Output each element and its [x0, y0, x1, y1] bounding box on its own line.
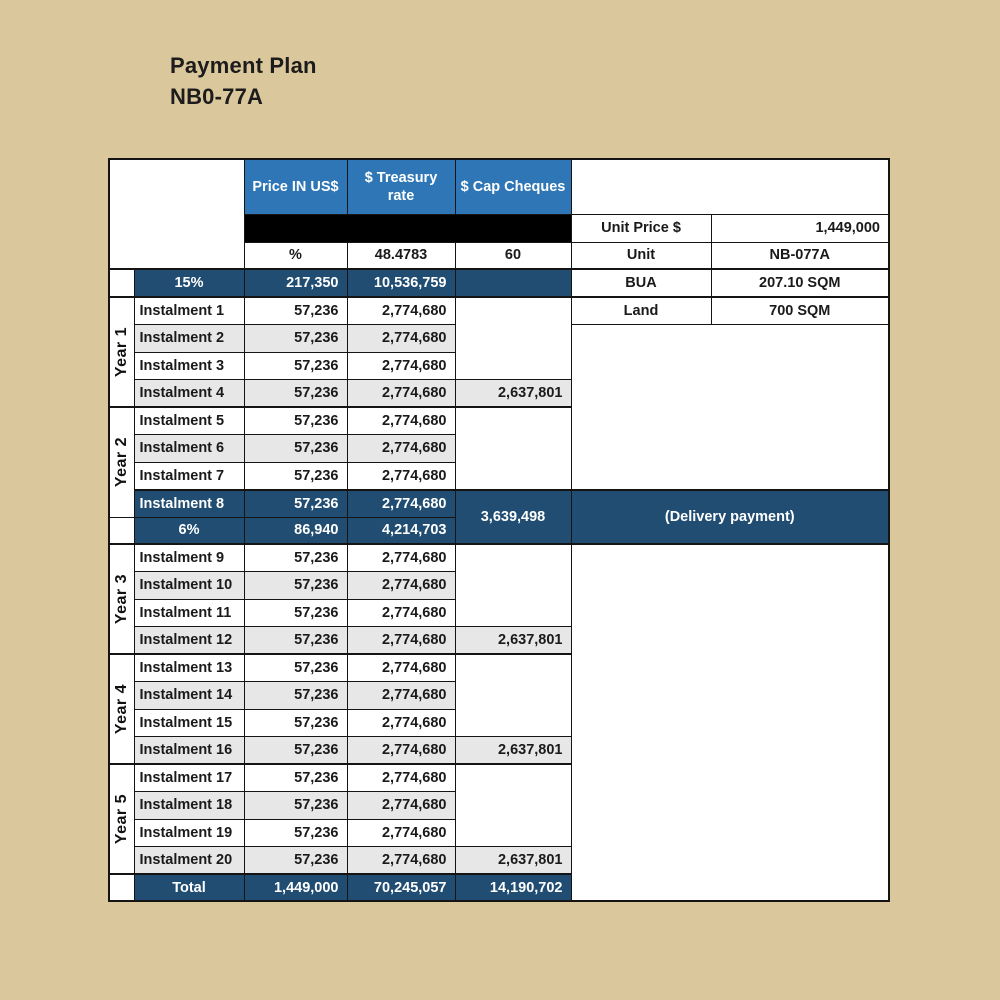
instalment-treasury: 2,774,680: [347, 819, 455, 847]
instalment-row: [109, 544, 889, 572]
instalment-treasury: 2,774,680: [347, 380, 455, 408]
instalment-treasury: 2,774,680: [347, 435, 455, 463]
instalment-price: 57,236: [244, 627, 347, 655]
instalment-price: 57,236: [244, 352, 347, 380]
empty-cell: [109, 517, 134, 544]
year-5-label: Year 5: [109, 764, 134, 874]
payment-plan-table: [108, 158, 890, 902]
delivery-percent-price: 86,940: [244, 517, 347, 544]
instalment-treasury: 2,774,680: [347, 847, 455, 875]
instalment-price: 57,236: [244, 654, 347, 682]
instalment-treasury: 2,774,680: [347, 599, 455, 627]
unit-label: Unit: [571, 242, 711, 269]
instalment-treasury: 2,774,680: [347, 297, 455, 325]
year-2-label: Year 2: [109, 407, 134, 517]
instalment-treasury: 2,774,680: [347, 709, 455, 737]
instalment-treasury: 2,774,680: [347, 764, 455, 792]
instalment-label: Instalment 11: [134, 599, 244, 627]
instalment-price: 57,236: [244, 544, 347, 572]
instalment-row-delivery: [109, 490, 889, 518]
instalment-treasury: 2,774,680: [347, 544, 455, 572]
empty-cell: [455, 407, 571, 490]
total-price: 1,449,000: [244, 874, 347, 901]
instalment-treasury: 2,774,680: [347, 792, 455, 820]
cheque-count-cell: 60: [455, 242, 571, 269]
downpayment-label: 15%: [134, 269, 244, 297]
instalment-price: 57,236: [244, 847, 347, 875]
instalment-label: Instalment 1: [134, 297, 244, 325]
black-bar-cell: [244, 214, 571, 242]
instalment-label: Instalment 2: [134, 325, 244, 353]
instalment-price: 57,236: [244, 792, 347, 820]
cap-cheques-column-header: $ Cap Cheques: [455, 159, 571, 214]
instalment-label: Instalment 5: [134, 407, 244, 435]
instalment-price: 57,236: [244, 599, 347, 627]
page-title-line2: NB0-77A: [170, 84, 264, 109]
bua-label: BUA: [571, 269, 711, 297]
instalment-price: 57,236: [244, 709, 347, 737]
instalment-label: Instalment 10: [134, 572, 244, 600]
instalment-price: 57,236: [244, 462, 347, 490]
total-cap-cheques: 14,190,702: [455, 874, 571, 901]
unit-value: NB-077A: [711, 242, 889, 269]
instalment-label: Instalment 17: [134, 764, 244, 792]
instalment-treasury: 2,774,680: [347, 462, 455, 490]
instalment-treasury: 2,774,680: [347, 352, 455, 380]
unit-price-label: Unit Price $: [571, 214, 711, 242]
treasury-column-header: $ Treasury rate: [347, 159, 455, 214]
delivery-percent-treasury: 4,214,703: [347, 517, 455, 544]
cap-cheque-value: 2,637,801: [455, 737, 571, 765]
instalment-treasury: 2,774,680: [347, 490, 455, 518]
instalment-treasury: 2,774,680: [347, 682, 455, 710]
empty-cell: [109, 874, 134, 901]
instalment-price: 57,236: [244, 435, 347, 463]
empty-cell: [455, 654, 571, 737]
instalment-treasury: 2,774,680: [347, 627, 455, 655]
instalment-price: 57,236: [244, 682, 347, 710]
downpayment-price: 217,350: [244, 269, 347, 297]
instalment-label: Instalment 9: [134, 544, 244, 572]
instalment-label: Instalment 4: [134, 380, 244, 408]
price-percent-cell: %: [244, 242, 347, 269]
year-3-label: Year 3: [109, 544, 134, 654]
delivery-cap-cheque-value: 3,639,498: [455, 490, 571, 545]
empty-cell: [109, 269, 134, 297]
unit-price-value: 1,449,000: [711, 214, 889, 242]
instalment-price: 57,236: [244, 325, 347, 353]
instalment-label: Instalment 19: [134, 819, 244, 847]
empty-cell: [455, 544, 571, 627]
instalment-price: 57,236: [244, 819, 347, 847]
instalment-label: Instalment 8: [134, 490, 244, 518]
instalment-label: Instalment 13: [134, 654, 244, 682]
instalment-row: [109, 297, 889, 325]
empty-cell: [455, 764, 571, 847]
empty-cell: [109, 159, 244, 269]
downpayment-row: [109, 269, 889, 297]
cap-cheque-value: 2,637,801: [455, 380, 571, 408]
delivery-payment-note: (Delivery payment): [571, 490, 889, 545]
instalment-label: Instalment 3: [134, 352, 244, 380]
land-value: 700 SQM: [711, 297, 889, 325]
page-title-line1: Payment Plan: [170, 53, 317, 78]
instalment-price: 57,236: [244, 380, 347, 408]
instalment-price: 57,236: [244, 572, 347, 600]
empty-cell: [571, 325, 889, 490]
instalment-label: Instalment 7: [134, 462, 244, 490]
empty-cell: [455, 269, 571, 297]
instalment-price: 57,236: [244, 407, 347, 435]
treasury-rate-cell: 48.4783: [347, 242, 455, 269]
instalment-treasury: 2,774,680: [347, 325, 455, 353]
instalment-price: 57,236: [244, 737, 347, 765]
empty-cell: [571, 544, 889, 901]
cap-cheque-value: 2,637,801: [455, 847, 571, 875]
instalment-label: Instalment 6: [134, 435, 244, 463]
delivery-percent-label: 6%: [134, 517, 244, 544]
instalment-label: Instalment 16: [134, 737, 244, 765]
page-title: [170, 50, 317, 112]
header-row: [109, 159, 889, 214]
empty-cell: [455, 297, 571, 380]
year-1-label: Year 1: [109, 297, 134, 407]
instalment-label: Instalment 14: [134, 682, 244, 710]
instalment-treasury: 2,774,680: [347, 737, 455, 765]
downpayment-treasury: 10,536,759: [347, 269, 455, 297]
instalment-label: Instalment 18: [134, 792, 244, 820]
instalment-treasury: 2,774,680: [347, 654, 455, 682]
cap-cheque-value: 2,637,801: [455, 627, 571, 655]
land-label: Land: [571, 297, 711, 325]
bua-value: 207.10 SQM: [711, 269, 889, 297]
price-column-header: Price IN US$: [244, 159, 347, 214]
instalment-treasury: 2,774,680: [347, 572, 455, 600]
instalment-label: Instalment 12: [134, 627, 244, 655]
instalment-price: 57,236: [244, 490, 347, 518]
total-treasury: 70,245,057: [347, 874, 455, 901]
empty-cell: [571, 159, 889, 214]
instalment-treasury: 2,774,680: [347, 407, 455, 435]
year-4-label: Year 4: [109, 654, 134, 764]
instalment-label: Instalment 20: [134, 847, 244, 875]
instalment-price: 57,236: [244, 764, 347, 792]
total-label: Total: [134, 874, 244, 901]
instalment-price: 57,236: [244, 297, 347, 325]
instalment-label: Instalment 15: [134, 709, 244, 737]
